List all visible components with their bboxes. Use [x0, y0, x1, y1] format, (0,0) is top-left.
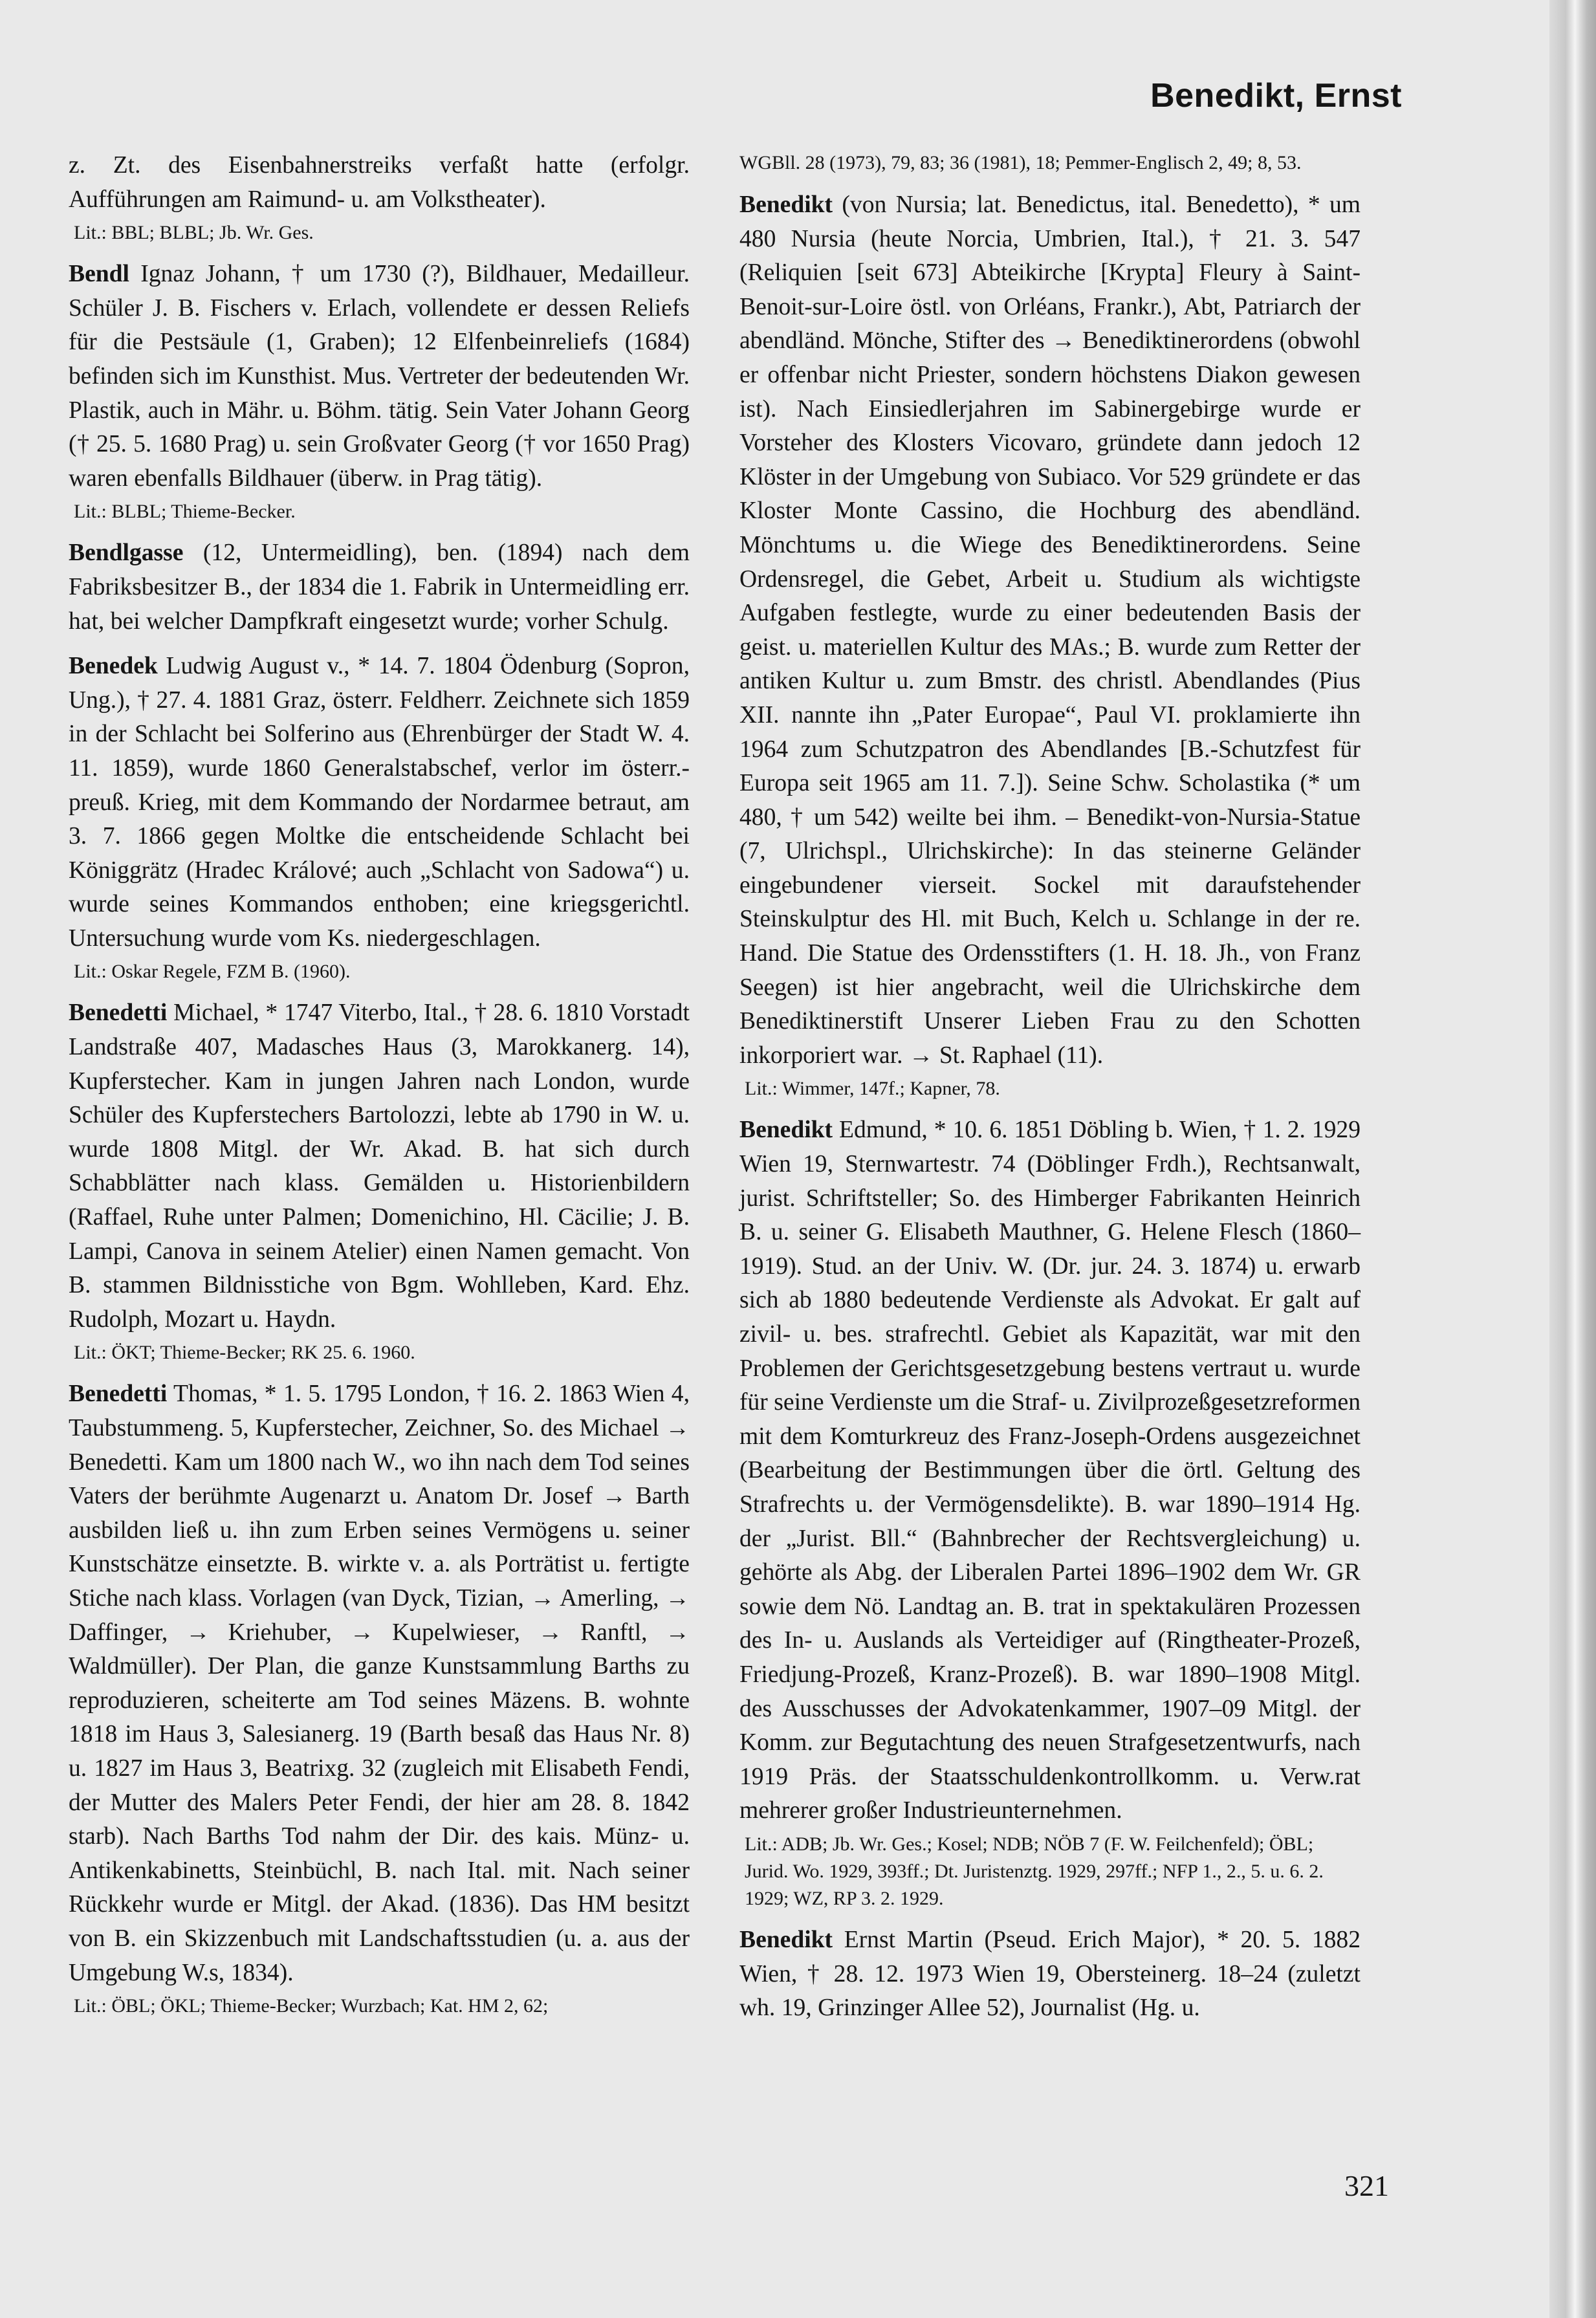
- entry-bendlgasse: [69, 536, 690, 639]
- entry-text: Ernst Martin (Pseud. Erich Major), * 20. 5. 1882 Wien, † 28. 12. 1973 Wien 19, Obersteinerg. 18–24 (zuletzt wh. 19, Grinzinger Allee 52), Journalist (Hg. u.: [739, 1926, 1361, 2022]
- headword: Benedikt: [739, 191, 833, 218]
- entry-text: Thomas, * 1. 5. 1795 London, † 16. 2. 1863 Wien 4, Taubstummeng. 5, Kupferstecher, Zeichner, So. des Michael → Benedetti. Kam um 1800 nach W., wo ihn nach dem Tod seines Vaters der berühmte Augenarzt u. Anatom Dr. Josef → Barth ausbilden ließ u. ihn zum Erben seines Vermögens u. seiner Kunstschätze einsetzte. B. wirkte v. a. als Porträtist u. fertigte Stiche nach klass. Vorlagen (van Dyck, Tizian, → Amerling, → Daffinger, → Kriehuber, → Kupelwieser, → Ranftl, → Waldmüller). Der Plan, die ganze Kunstsammlung Barths zu reproduzieren, scheiterte am Tod seines Mäzens. B. wohnte 1818 im Haus 3, Salesianerg. 19 (Barth besaß das Haus Nr. 8) u. 1827 im Haus 3, Beatrixg. 32 (zugleich mit Elisabeth Fendi, der Mutter des Malers Peter Fendi, der hier am 28. 8. 1842 starb). Nach Barths Tod nahm der Dir. des kais. Münz- u. Antikenkabinetts, Steinbüchl, B. nach Ital. mit. Nach seiner Rückkehr wurde er Mitgl. der Akad. (1836). Das HM besitzt von B. ein Skizzenbuch mit Landschaftsstudien (u. a. aus der Umgebung W.s, 1834).: [69, 1381, 690, 1986]
- book-gutter: [1549, 0, 1596, 2318]
- left-column: [69, 149, 690, 2031]
- continuation-text: [69, 149, 690, 246]
- headword: Benedek: [69, 653, 158, 680]
- entry-text: Edmund, * 10. 6. 1851 Döbling b. Wien, † 1. 2. 1929 Wien 19, Sternwartestr. 74 (Döblinger Frdh.), Rechtsanwalt, jurist. Schriftsteller; So. des Himberger Fabrikanten Heinrich B. u. seiner G. Elisabeth Mauthner, G. Helene Flesch (1860–1919). Stud. an der Univ. W. (Dr. jur. 24. 3. 1874) u. erwarb sich ab 1880 bedeutende Verdienste als Advokat. Er galt auf zivil- u. bes. strafrechtl. Gebiet als Kapazität, war mit den Problemen der Gerichtsgesetzgebung bestens vertraut u. wurde für seine Verdienste um die Straf- u. Zivilprozeßgesetzreformen mit dem Komturkreuz des Franz-Joseph-Ordens ausgezeichnet (Bearbeitung der Bestimmungen über die örtl. Geltung des Strafrechts u. der Vermögensdelikte). B. war 1890–1914 Hg. der „Jurist. Bll.“ (Bahnbrecher der Rechtsvergleichung) u. gehörte als Abg. der Liberalen Partei 1896–1902 dem Wr. GR sowie dem Nö. Landtag an. B. trat in spektakulären Prozessen des In- u. Auslands als Verteidiger auf (Ringtheater-Prozeß, Friedjung-Prozeß, Kranz-Prozeß). B. war 1890–1908 Mitgl. des Ausschusses der Advokatenkammer, 1907–09 Mitgl. der Komm. zur Begutachtung des neuen Strafgesetzentwurfs, nach 1919 Präs. der Staatsschuldenkontrollkomm. u. Verw.rat mehrerer großer Industrieunternehmen.: [739, 1117, 1361, 1824]
- right-column: [739, 149, 1361, 2037]
- continuation-literature: WGBll. 28 (1973), 79, 83; 36 (1981), 18; Pemmer-Englisch 2, 49; 8, 53.: [739, 152, 1302, 173]
- running-head: Benedikt, Ernst: [1150, 77, 1402, 115]
- entry-benedikt-ernst: [739, 1923, 1361, 2026]
- headword: Bendl: [69, 261, 129, 288]
- entry-bendl: [69, 257, 690, 525]
- literature-note: Lit.: Oskar Regele, FZM B. (1960).: [74, 961, 351, 983]
- entry-benedikt-edmund: [739, 1113, 1361, 1912]
- literature-note: Lit.: Wimmer, 147f.; Kapner, 78.: [745, 1078, 1000, 1100]
- continuation-paragraph: z. Zt. des Eisenbahnerstreiks verfaßt hatte (erfolgr. Aufführungen am Raimund- u. am Volkstheater).: [69, 152, 690, 213]
- headword: Benedetti: [69, 1381, 168, 1408]
- entry-benedek: [69, 650, 690, 985]
- literature-note: Lit.: BLBL; Thieme-Becker.: [74, 501, 296, 523]
- literature-note: Lit.: ADB; Jb. Wr. Ges.; Kosel; NDB; NÖB 7 (F. W. Feilchenfeld); ÖBL; Jurid. Wo. 1929, 393ff.; Dt. Juristenztg. 1929, 297ff.; NFP 1., 2., 5. u. 6. 2. 1929; WZ, RP 3. 2. 1929.: [745, 1833, 1324, 1909]
- entry-text: (von Nursia; lat. Benedictus, ital. Benedetto), * um 480 Nursia (heute Norcia, Umbrien, Ital.), † 21. 3. 547 (Reliquien [seit 673] Abteikirche [Krypta] Fleury à Saint-Benoit-sur-Loire östl. von Orléans, Frankr.), Abt, Patriarch der abendländ. Mönche, Stifter des → Benediktinerordens (obwohl er offenbar nicht Priester, sondern höchstens Diakon gewesen ist). Nach Einsiedlerjahren im Sabinergebirge wurde er Vorsteher des Klosters Vicovaro, gründete dann jedoch 12 Klöster in der Umgebung von Subiaco. Vor 529 gründete er das Kloster Monte Cassino, die Hochburg des abendländ. Mönchtums u. die Wiege des Benediktinerordens. Seine Ordensregel, die Gebet, Arbeit u. Studium als wichtigste Aufgaben festlegte, wurde zu einer bedeutenden Basis der geist. u. materiellen Kultur des MAs.; B. wurde zum Retter der antiken Kultur u. zum Bmstr. des christl. Abendlandes (Pius XII. nannte ihn „Pater Europae“, Paul VI. proklamierte ihn 1964 zum Schutzpatron des Abendlandes [B.-Schutzfest für Europa seit 1965 am 11. 7.]). Seine Schw. Scholastika (* um 480, † um 542) weilte bei ihm. – Benedikt-von-Nursia-Statue (7, Ulrichspl., Ulrichskirche): In das steinerne Geländer eingebundener vierseit. Sockel mit daraufstehender Steinskulptur des Hl. mit Buch, Kelch u. Schlange in der re. Hand. Die Statue des Ordensstifters (1. H. 18. Jh., von Franz Seegen) ist hier angebracht, weil die Ulrichskirche dem Benediktinerstift Unserer Lieben Frau zu den Schotten inkorporiert war. → St. Raphael (11).: [739, 191, 1361, 1069]
- page-number: 321: [1344, 2169, 1389, 2202]
- headword: Bendlgasse: [69, 540, 184, 567]
- headword: Benedetti: [69, 1000, 168, 1027]
- headword: Benedikt: [739, 1117, 833, 1144]
- entry-text: (12, Untermeidling), ben. (1894) nach dem Fabriksbesitzer B., der 1834 die 1. Fabrik in Untermeidling err. hat, bei welcher Dampfkraft eingesetzt wurde; vorher Schulg.: [69, 540, 690, 635]
- entry-text: Ignaz Johann, † um 1730 (?), Bildhauer, Medailleur. Schüler J. B. Fischers v. Erlach, vollendete er dessen Reliefs für die Pestsäule (1, Graben); 12 Elfenbeinreliefs (1684) befinden sich im Kunsthist. Mus. Vertreter der bedeutenden Wr. Plastik, auch in Mähr. u. Böhm. tätig. Sein Vater Johann Georg († 25. 5. 1680 Prag) u. sein Großvater Georg († vor 1650 Prag) waren ebenfalls Bildhauer (überw. in Prag tätig).: [69, 261, 690, 492]
- entry-benedikt-nursia: [739, 188, 1361, 1102]
- literature-note: Lit.: ÖKT; Thieme-Becker; RK 25. 6. 1960.: [74, 1342, 415, 1364]
- literature-note: Lit.: ÖBL; ÖKL; Thieme-Becker; Wurzbach; Kat. HM 2, 62;: [74, 1995, 549, 2017]
- literature-note: Lit.: BBL; BLBL; Jb. Wr. Ges.: [74, 222, 314, 244]
- entry-benedetti-thomas: [69, 1377, 690, 2020]
- entry-text: Michael, * 1747 Viterbo, Ital., † 28. 6. 1810 Vorstadt Landstraße 407, Madasches Haus (3, Marokkanerg. 14), Kupferstecher. Kam in jungen Jahren nach London, wurde Schüler des Kupferstechers Bartolozzi, lebte ab 1790 in W. u. wurde 1808 Mitgl. der Wr. Akad. B. hat sich durch Schabblätter nach klass. Gemälden u. Historienbildern (Raffael, Ruhe unter Palmen; Domenichino, Hl. Cäcilie; J. B. Lampi, Canova in seinem Atelier) einen Namen gemacht. Von B. stammen Bildnisstiche von Bgm. Wohlleben, Kard. Ehz. Rudolph, Mozart u. Haydn.: [69, 1000, 690, 1333]
- entry-text: Ludwig August v., * 14. 7. 1804 Ödenburg (Sopron, Ung.), † 27. 4. 1881 Graz, österr. Feldherr. Zeichnete sich 1859 in der Schlacht bei Solferino aus (Ehrenbürger der Stadt W. 4. 11. 1859), wurde 1860 Generalstabschef, verlor im österr.-preuß. Krieg, mit dem Kommando der Nordarmee betraut, am 3. 7. 1866 gegen Moltke die entscheidende Schlacht bei Königgrätz (Hradec Králové; auch „Schlacht von Sadowa“) u. wurde seines Kommandos enthoben; eine kriegsgerichtl. Untersuchung wurde vom Ks. niedergeschlagen.: [69, 653, 690, 952]
- headword: Benedikt: [739, 1926, 833, 1953]
- entry-benedetti-michael: [69, 996, 690, 1366]
